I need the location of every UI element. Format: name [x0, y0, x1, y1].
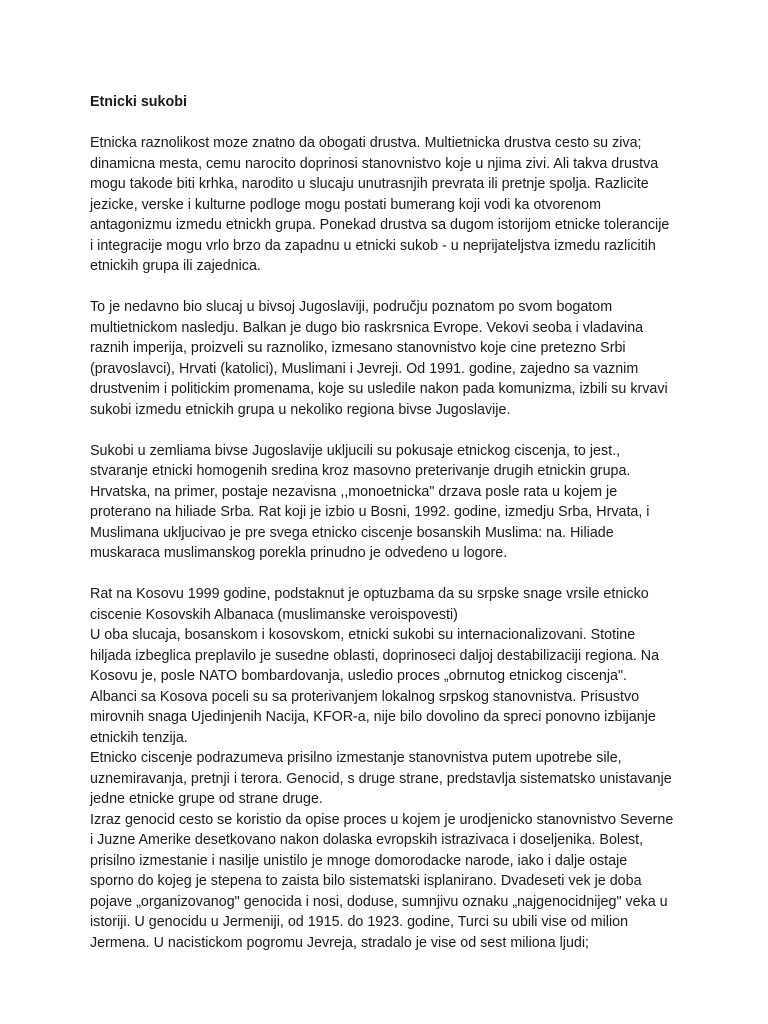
- text-line: etnickih grupa ili zajednica.: [90, 258, 261, 274]
- text-line: mirovnih snaga Ujedinjenih Nacija, KFOR-a, nije bilo dovolino da spreci ponovno izbijanje: [90, 709, 656, 725]
- text-line: antagonizmu izmedu etnickh grupa. Ponekad drustva sa dugom istorijom etnicke tolerancije: [90, 217, 670, 233]
- text-line: To je nedavno bio slucaj u bivsoj Jugoslaviji, području poznatom po svom bogatom: [90, 299, 613, 315]
- text-line: Sukobi u zemliama bivse Jugoslavije ukljucili su pokusaje etnickog ciscenja, to jest.,: [90, 442, 621, 459]
- text-line: Hrvatska, na primer, postaje nezavisna ,,monoetnicka" drzava posle rata u kojem je: [90, 483, 618, 500]
- text-line: Rat na Kosovu 1999 godine, podstaknut je optuzbama da su srpske snage vrsile etnicko: [90, 586, 649, 602]
- text-line: Albanci sa Kosova poceli su sa proterivanjem lokalnog srpskog stanovnistva. Prisustvo: [90, 688, 640, 705]
- text-line: uznemiravanja, pretnji i terora. Genocid, s druge strane, predstavlja sistematsko unistavanje: [90, 770, 672, 787]
- text-line: jedne etnicke grupe od strane druge.: [90, 791, 323, 807]
- text-line: Kosovu je, posle NATO bombardovanja, usledio proces „obrnutog etnickog ciscenja".: [90, 668, 628, 684]
- text-line: muskaraca muslimanskog porekla prinudno je odvedeno u logore.: [90, 545, 508, 561]
- text-line: sporno do kojeg je stepena to zaista bilo sistematski isplanirano. Dvadeseti vek je doba: [90, 873, 642, 889]
- text-line: etnickih tenzija.: [90, 729, 188, 746]
- text-line: dinamicna mesta, cemu narocito doprinosi stanovnistvo koje u njima zivi. Ali takva drustva: [90, 155, 659, 172]
- text-line: Etnicko ciscenje podrazumeva prisilno izmestanje stanovnistva putem upotrebe sile,: [90, 750, 622, 766]
- text-line: pojave „organizovanog" genocida i nosi, doduse, sumnjivu oznaku „najgenocidnijeg" veka u: [90, 893, 668, 910]
- text-line: stvaranje etnicki homogenih sredina kroz masovno preterivanje drugih etnickin grupa.: [90, 463, 631, 479]
- text-line: multietnickom nasledju. Balkan je dugo bio raskrsnica Evrope. Vekovi seoba i vladavina: [90, 319, 644, 336]
- paragraph-4: [90, 584, 690, 953]
- text-line: i Juzne Amerike desetkovano nakon dolaska evropskih istrazivaca i doseljenika. Bolest,: [90, 832, 644, 848]
- text-line: Izraz genocid cesto se koristio da opise proces u kojem je urodjenicko stanovnistvo Severne: [90, 811, 674, 828]
- text-line: Jermena. U nacistickom pogromu Jevreja, stradalo je vise od sest miliona ljudi;: [90, 934, 590, 951]
- text-line: drustvenim i politickim promenama, koje su usledile nakon pada komunizma, izbili su krvavi: [90, 381, 668, 397]
- paragraph-2: [90, 297, 690, 420]
- text-line: jezicke, verske i kulturne podloge mogu postati bumerang koji vodi ka otvorenom: [90, 196, 601, 213]
- text-line: hiljada izbeglica preplavilo je susedne oblasti, doprinoseci daljoj destabilizaciji regiona. Na: [90, 647, 660, 664]
- document-body: [90, 92, 690, 953]
- text-line: i integracije mogu vrlo brzo da zapadnu u etnicki sukob - u neprijateljstva izmedu razlicitih: [90, 237, 656, 254]
- text-line: ciscenie Kosovskih Albanaca (muslimanske veroispovesti): [90, 606, 458, 623]
- text-line: (pravoslavci), Hrvati (katolici), Muslimani i Jevreji. Od 1991. godine, zajedno sa vaznim: [90, 360, 639, 377]
- text-line: U oba slucaja, bosanskom i kosovskom, etnicki sukobi su internacionalizovani. Stotine: [90, 627, 636, 643]
- document-title: Etnicki sukobi: [90, 94, 187, 110]
- text-line: proterano na hiliade Srba. Rat koji je izbio u Bosni, 1992. godine, izmedju Srba, Hrvata, i: [90, 504, 650, 520]
- text-line: mogu takode biti krhka, narodito u slucaju unutrasnjih prevrata ili pretnje spolja. Razlicite: [90, 176, 649, 192]
- text-line: prisilno izmestanie i nasilje unistilo je mnoge domorodacke narode, iako i dalje ostaje: [90, 852, 628, 869]
- text-line: Muslimana ukljucivao je pre svega etnicko ciscenje bosanskih Muslima: na. Hiliade: [90, 524, 614, 541]
- text-line: sukobi izmedu etnickih grupa u nekoliko regiona bivse Jugoslavije.: [90, 401, 511, 418]
- text-line: Etnicka raznolikost moze znatno da obogati drustva. Multietnicka drustva cesto su ziva;: [90, 135, 642, 151]
- text-line: istoriji. U genocidu u Jermeniji, od 1915. do 1923. godine, Turci su ubili vise od milion: [90, 914, 629, 930]
- paragraph-1: [90, 133, 690, 277]
- text-line: raznih imperija, proizveli su raznoliko, izmesano stanovnistvo koje cine pretezno Srbi: [90, 340, 626, 356]
- paragraph-3: [90, 441, 690, 564]
